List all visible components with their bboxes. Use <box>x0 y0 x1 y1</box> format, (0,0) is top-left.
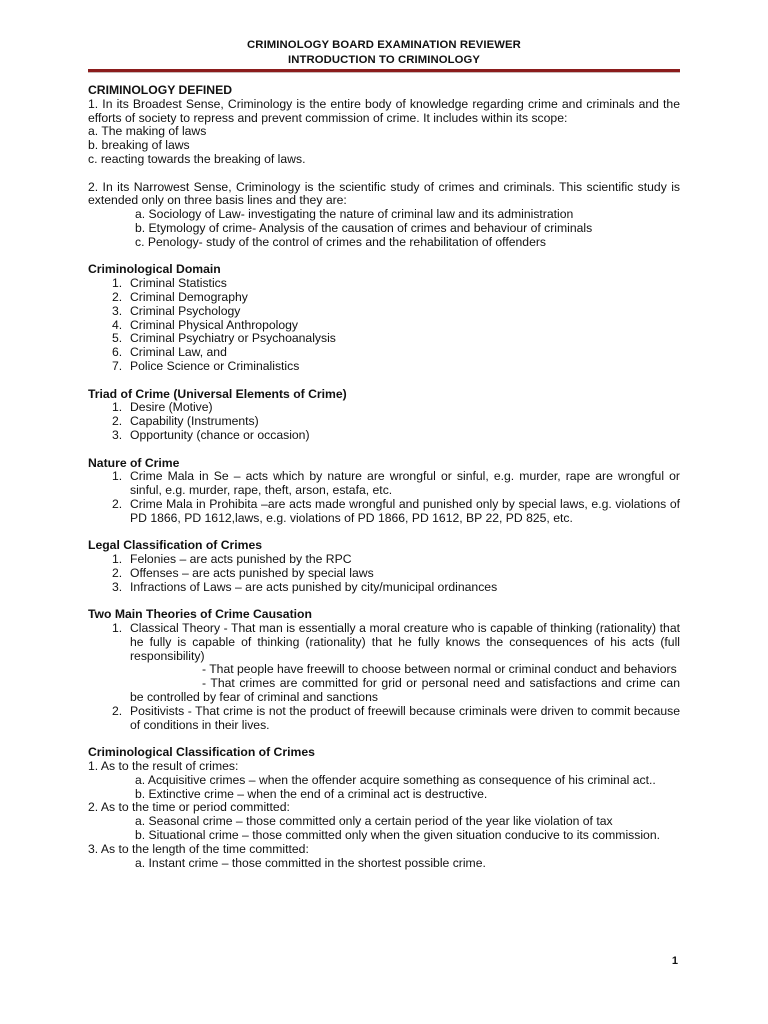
list-item <box>112 277 680 291</box>
list-item: a. Seasonal crime – those committed only a certain period of the year like violation of tax <box>135 814 613 829</box>
item-subtext: - That people have freewill to choose between normal or criminal conduct and behaviors <box>202 662 677 677</box>
item-text: Criminal Law, and <box>130 345 227 360</box>
item-number: 3. <box>112 579 123 594</box>
item-number: 2. <box>112 496 123 511</box>
item-number: 1. <box>112 400 123 415</box>
list-item: a. Sociology of Law- investigating the nature of criminal law and its administration <box>135 207 574 222</box>
list-item: a. Instant crime – those committed in the shortest possible crime. <box>135 855 486 870</box>
item-text: Positivists - That crime is not the product of freewill because criminals were driven to commit because of conditions in their lives. <box>130 703 680 732</box>
list-item: b. Etymology of crime- Analysis of the causation of crimes and behaviour of criminals <box>135 220 593 235</box>
list-item: b. breaking of laws <box>88 138 190 153</box>
paragraph-narrowest-sense: 2. In its Narrowest Sense, Criminology is the scientific study of crimes and criminals. This scientific study is extended only on three basis lines and they are: <box>88 179 680 208</box>
header-title: CRIMINOLOGY BOARD EXAMINATION REVIEWER <box>247 39 521 51</box>
item-text: Criminal Psychology <box>130 303 241 318</box>
list-item <box>112 415 680 429</box>
list-item <box>112 622 680 705</box>
item-text: Crime Mala in Se – acts which by nature are wrongful or sinful, e.g. murder, rape are wrongful or sinful, e.g. murder, rape, theft, arson, estafa, etc. <box>130 469 680 498</box>
list-item <box>112 401 680 415</box>
section-heading: Triad of Crime (Universal Elements of Crime) <box>88 386 347 401</box>
group-heading: 2. As to the time or period committed: <box>88 800 290 815</box>
item-number: 2. <box>112 565 123 580</box>
item-text: Criminal Demography <box>130 289 248 304</box>
item-text: Crime Mala in Prohibita –are acts made wrongful and punished only by special laws, e.g. violations of PD 1866, PD 1612,laws, e.g. violations of PD 1866, PD 1612, BP 22, PD 825, etc. <box>130 496 680 525</box>
group-heading: 3. As to the length of the time committed: <box>88 841 309 856</box>
list-item <box>112 567 680 581</box>
document-header <box>88 38 680 67</box>
item-text: Infractions of Laws – are acts punished by city/municipal ordinances <box>130 579 498 594</box>
item-number: 2. <box>112 703 123 718</box>
section-criminology-defined <box>88 84 680 250</box>
list-item <box>112 429 680 443</box>
numbered-list <box>88 277 680 374</box>
section-heading: CRIMINOLOGY DEFINED <box>88 83 233 97</box>
item-number: 1. <box>112 276 123 291</box>
section-heading: Nature of Crime <box>88 455 180 470</box>
list-item: c. Penology- study of the control of crimes and the rehabilitation of offenders <box>135 234 547 249</box>
list-item: b. Situational crime – those committed only when the given situation conducive to its commission. <box>135 828 660 843</box>
item-number: 3. <box>112 303 123 318</box>
list-item <box>112 360 680 374</box>
item-text: Desire (Motive) <box>130 400 213 415</box>
list-item: b. Extinctive crime – when the end of a criminal act is destructive. <box>135 786 488 801</box>
paragraph-broadest-sense: 1. In its Broadest Sense, Criminology is the entire body of knowledge regarding crime and criminals and the efforts of society to repress and prevent commission of crime. It includes within its scope: <box>88 96 680 125</box>
list-item <box>112 291 680 305</box>
item-text: Classical Theory - That man is essentially a moral creature who is capable of thinking (rationality) that he fully is capable of thinking (rationality) that he fully knows the consequences of his acts (full responsibility) <box>130 621 680 663</box>
header-rule <box>88 69 680 73</box>
list-item <box>112 705 680 733</box>
list-item: a. Acquisitive crimes – when the offender acquire something as consequence of his criminal act.. <box>135 772 656 787</box>
item-number: 7. <box>112 358 123 373</box>
page-number: 1 <box>671 955 678 967</box>
item-text: Police Science or Criminalistics <box>130 358 300 373</box>
item-number: 6. <box>112 345 123 360</box>
list-item <box>112 332 680 346</box>
item-text: Criminal Psychiatry or Psychoanalysis <box>130 331 336 346</box>
numbered-list <box>88 401 680 442</box>
list-item <box>112 498 680 526</box>
list-item <box>112 305 680 319</box>
section-theories-of-crime-causation <box>88 608 680 732</box>
section-criminological-classification <box>88 746 680 870</box>
item-text: Criminal Statistics <box>130 276 227 291</box>
item-number: 1. <box>112 621 123 636</box>
item-number: 2. <box>112 414 123 429</box>
numbered-list <box>88 553 680 594</box>
list-item <box>112 553 680 567</box>
item-number: 1. <box>112 469 123 484</box>
list-item <box>112 470 680 498</box>
item-text: Capability (Instruments) <box>130 414 259 429</box>
item-number: 5. <box>112 331 123 346</box>
section-legal-classification <box>88 539 680 594</box>
item-text: Criminal Physical Anthropology <box>130 317 298 332</box>
header-subtitle: INTRODUCTION TO CRIMINOLOGY <box>287 53 481 66</box>
item-text: Opportunity (chance or occasion) <box>130 427 310 442</box>
section-triad-of-crime <box>88 388 680 443</box>
list-item: c. reacting towards the breaking of laws. <box>88 151 306 166</box>
item-text: Offenses – are acts punished by special laws <box>130 565 374 580</box>
item-number: 2. <box>112 289 123 304</box>
section-heading: Two Main Theories of Crime Causation <box>88 607 312 622</box>
list-item <box>112 319 680 333</box>
item-number: 4. <box>112 317 123 332</box>
list-item <box>112 581 680 595</box>
item-number: 3. <box>112 427 123 442</box>
numbered-list <box>88 622 680 732</box>
section-heading: Criminological Classification of Crimes <box>88 745 315 760</box>
group-heading: 1. As to the result of crimes: <box>88 759 239 774</box>
list-item <box>112 346 680 360</box>
section-heading: Criminological Domain <box>88 262 221 277</box>
item-number: 1. <box>112 552 123 567</box>
item-subtext: - That crimes are committed for grid or personal need and satisfactions and crime can be controlled by fear of criminal and sanctions <box>130 676 680 705</box>
section-nature-of-crime <box>88 457 680 526</box>
numbered-list <box>88 470 680 525</box>
section-criminological-domain <box>88 263 680 373</box>
item-text: Felonies – are acts punished by the RPC <box>130 552 352 567</box>
list-item: a. The making of laws <box>88 124 207 139</box>
section-heading: Legal Classification of Crimes <box>88 538 263 553</box>
